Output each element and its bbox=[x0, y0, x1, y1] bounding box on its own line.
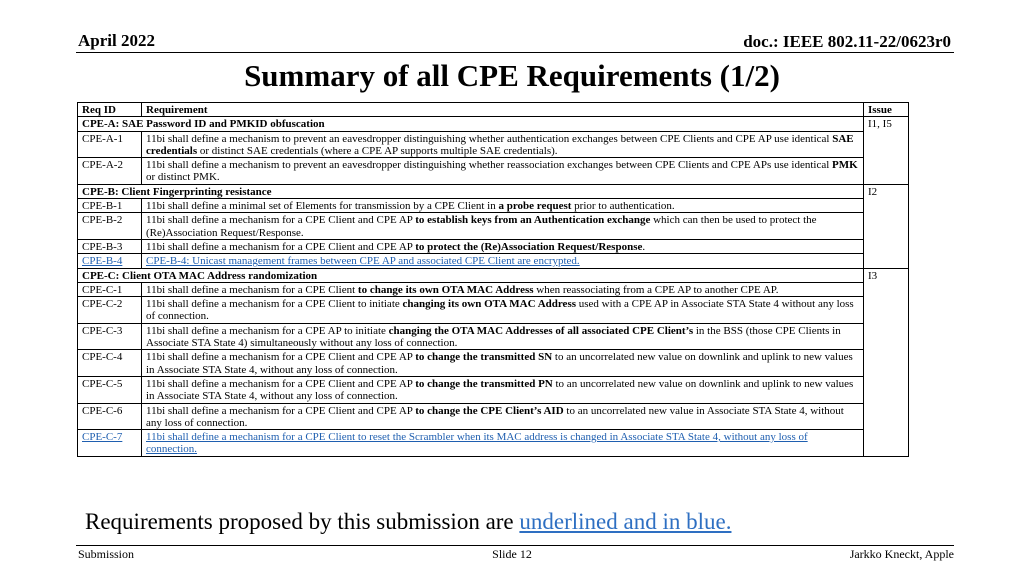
footnote-text: Requirements proposed by this submission are bbox=[85, 509, 520, 534]
table-row bbox=[78, 131, 909, 158]
req-id[interactable]: CPE-B-4 bbox=[78, 254, 142, 268]
footer-submission: Submission bbox=[78, 547, 135, 561]
req-text-part: 11bi shall define a mechanism for a CPE Client to reset the Scrambler when its MAC address is changed in Associate STA State 4, without any loss of connection. bbox=[146, 431, 808, 456]
req-id[interactable]: CPE-C-7 bbox=[78, 430, 142, 457]
req-text bbox=[142, 131, 864, 158]
group-name: CPE-C: Client OTA MAC Address randomization bbox=[78, 268, 864, 282]
req-text-part: used with a CPE AP in Associate STA State 4 without any loss of connection. bbox=[146, 298, 854, 323]
req-text bbox=[142, 239, 864, 253]
req-text[interactable] bbox=[142, 254, 864, 268]
group-row bbox=[78, 268, 909, 282]
table-row bbox=[78, 403, 909, 430]
req-id: CPE-C-6 bbox=[78, 403, 142, 430]
req-text bbox=[142, 350, 864, 377]
footnote-link[interactable]: underlined and in blue. bbox=[519, 509, 732, 534]
req-id: CPE-B-2 bbox=[78, 213, 142, 240]
group-row bbox=[78, 184, 909, 198]
footer-divider bbox=[76, 545, 954, 546]
req-text-part: to an uncorrelated new value on downlink and uplink to new values in Associate STA State 4, without any loss of connection. bbox=[146, 377, 854, 403]
req-text-part: 11bi shall define a mechanism for a CPE Client and CPE AP bbox=[146, 404, 416, 417]
req-id: CPE-B-1 bbox=[78, 199, 142, 213]
group-issue: I2 bbox=[864, 184, 909, 268]
req-text-part: which can then be used to protect the (Re)Association Request/Response. bbox=[146, 214, 817, 239]
table-header-row bbox=[78, 103, 909, 117]
req-text[interactable] bbox=[142, 430, 864, 457]
table-row bbox=[78, 350, 909, 377]
requirements-table bbox=[77, 102, 909, 457]
req-text-part: 11bi shall define a mechanism for a CPE Client and CPE AP bbox=[146, 351, 416, 364]
req-id: CPE-C-3 bbox=[78, 323, 142, 350]
table-row bbox=[78, 239, 909, 253]
req-text-emphasis: to establish keys from an Authentication exchange bbox=[415, 214, 651, 227]
col-header-issue: Issue bbox=[864, 103, 909, 117]
req-id: CPE-C-2 bbox=[78, 297, 142, 324]
req-text-part: prior to authentication. bbox=[571, 200, 675, 213]
req-text bbox=[142, 199, 864, 213]
req-text bbox=[142, 213, 864, 240]
req-id: CPE-A-2 bbox=[78, 158, 142, 185]
group-row bbox=[78, 117, 909, 131]
req-id: CPE-C-1 bbox=[78, 282, 142, 296]
req-text-emphasis: changing its own OTA MAC Address bbox=[402, 298, 577, 311]
group-issue: I3 bbox=[864, 268, 909, 456]
req-text-part: 11bi shall define a mechanism for a CPE Client and CPE AP bbox=[146, 377, 416, 390]
req-text-emphasis: to change the CPE Client’s AID bbox=[415, 404, 564, 417]
table-row bbox=[78, 376, 909, 403]
req-text-part: or distinct SAE credentials (where a CPE AP supports multiple SAE credentials). bbox=[197, 144, 558, 157]
req-text-emphasis: to change its own OTA MAC Address bbox=[357, 283, 534, 296]
table-row bbox=[78, 158, 909, 185]
req-text-part: 11bi shall define a minimal set of Elements for transmission by a CPE Client in bbox=[146, 200, 499, 213]
req-text bbox=[142, 323, 864, 350]
header-divider bbox=[76, 52, 954, 53]
req-id: CPE-C-4 bbox=[78, 350, 142, 377]
req-text-part: in the BSS (those CPE Clients in Associate STA State 4) simultaneously without any loss of connection. bbox=[146, 324, 841, 350]
table-row bbox=[78, 199, 909, 213]
req-id: CPE-B-3 bbox=[78, 239, 142, 253]
slide-title: Summary of all CPE Requirements (1/2) bbox=[244, 58, 780, 93]
req-id: CPE-C-5 bbox=[78, 376, 142, 403]
req-text-emphasis: to change the transmitted PN bbox=[415, 377, 553, 390]
req-text bbox=[142, 297, 864, 324]
req-text bbox=[142, 376, 864, 403]
footer-slide-number: Slide 12 bbox=[492, 547, 532, 561]
footnote bbox=[85, 509, 731, 535]
req-text-part: CPE-B-4: Unicast management frames between CPE AP and associated CPE Client are encrypted. bbox=[146, 255, 580, 268]
req-text-emphasis: to change the transmitted SN bbox=[415, 351, 553, 364]
table-row bbox=[78, 282, 909, 296]
req-text-part: 11bi shall define a mechanism for a CPE Client and CPE AP bbox=[146, 240, 416, 253]
req-text-emphasis: to protect the (Re)Association Request/Response bbox=[415, 240, 643, 253]
header-date: April 2022 bbox=[78, 31, 155, 50]
req-text-part: . bbox=[642, 240, 646, 253]
req-text-part: to an uncorrelated new value in Associate STA State 4, without any loss of connection. bbox=[146, 404, 844, 429]
req-text-part: to an uncorrelated new value on downlink and uplink to new values in Associate STA State 4, without any loss of connection. bbox=[146, 351, 853, 376]
footer-author: Jarkko Kneckt, Apple bbox=[849, 547, 954, 561]
req-text-part: or distinct PMK. bbox=[146, 171, 220, 184]
req-text bbox=[142, 403, 864, 430]
req-text bbox=[142, 282, 864, 296]
group-name: CPE-B: Client Fingerprinting resistance bbox=[78, 184, 864, 198]
table-row bbox=[78, 254, 909, 268]
table-row bbox=[78, 213, 909, 240]
req-text-part: 11bi shall define a mechanism for a CPE Client bbox=[146, 283, 358, 296]
req-text-part: when reassociating from a CPE AP to another CPE AP. bbox=[533, 283, 779, 296]
col-header-req-id: Req ID bbox=[78, 103, 142, 117]
req-id: CPE-A-1 bbox=[78, 131, 142, 158]
group-name: CPE-A: SAE Password ID and PMKID obfuscation bbox=[78, 117, 864, 131]
req-text-part: 11bi shall define a mechanism to prevent an eavesdropper distinguishing whether reassociation exchanges between CPE Clients and CPE APs use identical bbox=[146, 159, 833, 172]
req-text-emphasis: changing the OTA MAC Addresses of all associated CPE Client’s bbox=[388, 324, 694, 337]
header-doc-id: doc.: IEEE 802.11-22/0623r0 bbox=[743, 32, 951, 51]
req-text-part: 11bi shall define a mechanism for a CPE Client to initiate bbox=[146, 298, 403, 311]
table-row bbox=[78, 430, 909, 457]
table-row bbox=[78, 297, 909, 324]
req-text bbox=[142, 158, 864, 185]
req-text-emphasis: SAE credentials bbox=[146, 132, 854, 157]
req-text-emphasis: PMK bbox=[832, 159, 858, 172]
req-text-part: 11bi shall define a mechanism for a CPE AP to initiate bbox=[146, 324, 389, 337]
req-text-emphasis: a probe request bbox=[498, 200, 572, 213]
group-issue: I1, I5 bbox=[864, 117, 909, 184]
col-header-requirement: Requirement bbox=[142, 103, 864, 117]
req-text-part: 11bi shall define a mechanism to prevent an eavesdropper distinguishing whether authentication exchanges between CPE Clients and CPE AP use identical bbox=[146, 132, 833, 145]
req-text-part: 11bi shall define a mechanism for a CPE Client and CPE AP bbox=[146, 214, 416, 227]
table-row bbox=[78, 323, 909, 350]
